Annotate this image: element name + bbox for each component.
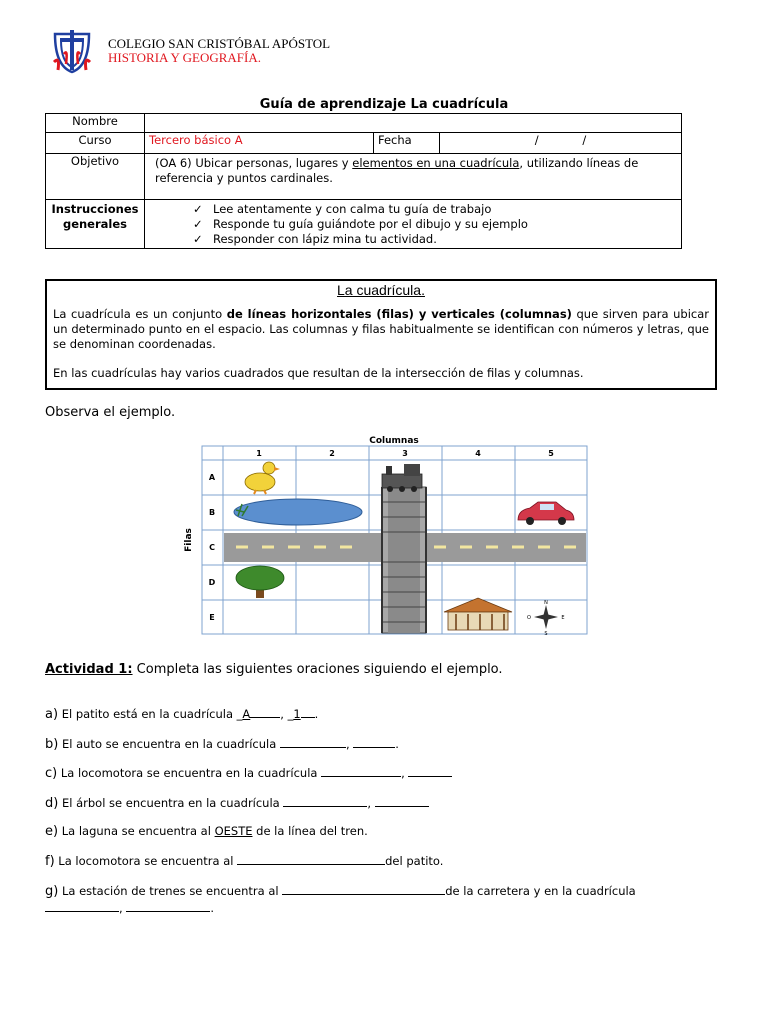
concept-paragraph-2: En las cuadrículas hay varios cuadrados que resultan de la intersección de filas y columnas. bbox=[53, 366, 584, 380]
objective-underlined: elementos en una cuadrícula bbox=[352, 156, 520, 170]
instruction-item: ✓ Responde tu guía guiándote por el dibujo y su ejemplo bbox=[193, 217, 677, 232]
question-b: b) El auto se encuentra en la cuadrícula , . bbox=[45, 737, 399, 752]
compass-west: O bbox=[527, 615, 531, 621]
objective-text: (OA 6) Ubicar personas, lugares y elementos en una cuadrícula, utilizando líneas de referencia y puntos cardinales. bbox=[145, 154, 682, 200]
observe-label: Observa el ejemplo. bbox=[45, 405, 176, 420]
date-label: Fecha bbox=[374, 133, 440, 154]
row-label: C bbox=[209, 543, 215, 552]
answer-blank[interactable] bbox=[282, 883, 445, 895]
instruction-item: ✓ Lee atentamente y con calma tu guía de trabajo bbox=[193, 202, 677, 217]
railway bbox=[382, 487, 426, 633]
question-g: g) La estación de trenes se encuentra al de la carretera y en la cuadrícula , . bbox=[45, 884, 636, 915]
school-logo bbox=[50, 26, 94, 74]
instructions-list bbox=[149, 202, 677, 247]
instructions-cell bbox=[145, 200, 682, 249]
question-d: d) El árbol se encuentra en la cuadrícula , bbox=[45, 795, 429, 811]
pond-icon bbox=[234, 499, 362, 525]
name-label: Nombre bbox=[46, 114, 145, 133]
row-label: E bbox=[209, 613, 215, 622]
column-label: 1 bbox=[256, 449, 262, 458]
row-label: B bbox=[208, 508, 216, 517]
objective-label: Objetivo bbox=[46, 154, 145, 200]
answer-blank[interactable]: 1 bbox=[293, 707, 301, 721]
concept-paragraph-1: La cuadrícula es un conjunto de líneas horizontales (filas) y verticales (columnas) que sirven para ubicar un determinado punto en el espacio. Las columnas y filas habitualmente se identifican con números y letras, que se denominan coordenadas. bbox=[53, 307, 710, 351]
underlined-direction: OESTE bbox=[214, 824, 253, 838]
rows-title: Filas bbox=[184, 528, 194, 552]
question-c: c) La locomotora se encuentra en la cuadrícula , bbox=[45, 765, 452, 781]
compass-south: S bbox=[544, 631, 548, 637]
concept-title: La cuadrícula. bbox=[337, 282, 425, 298]
answer-blank[interactable] bbox=[280, 736, 346, 748]
question-e: e) La laguna se encuentra al OESTE de la línea del tren. bbox=[45, 824, 368, 839]
guide-title: Guía de aprendizaje La cuadrícula bbox=[259, 97, 509, 112]
answer-blank[interactable] bbox=[353, 736, 395, 748]
school-name: COLEGIO SAN CRISTÓBAL APÓSTOL bbox=[108, 36, 331, 51]
question-f: f) La locomotora se encuentra al del patito. bbox=[45, 854, 444, 869]
course-value: Tercero básico A bbox=[145, 133, 374, 154]
column-label: 4 bbox=[475, 449, 481, 458]
answer-blank[interactable]: A bbox=[242, 707, 251, 721]
activity-instruction: Completa las siguientes oraciones siguiendo el ejemplo. bbox=[132, 662, 503, 677]
activity-label: Actividad 1: bbox=[45, 662, 133, 677]
answer-blank[interactable] bbox=[375, 795, 429, 807]
row-label: A bbox=[208, 473, 216, 482]
concept-bold: de líneas horizontales (filas) y verticales (columnas) bbox=[226, 307, 572, 321]
compass-north: N bbox=[544, 600, 548, 606]
answer-blank[interactable] bbox=[250, 706, 280, 718]
course-label: Curso bbox=[46, 133, 145, 154]
row-label: D bbox=[208, 578, 216, 587]
concept-box bbox=[45, 279, 717, 390]
compass-east: E bbox=[561, 615, 565, 621]
info-table bbox=[45, 113, 682, 249]
column-label: 2 bbox=[329, 449, 335, 458]
answer-blank[interactable] bbox=[321, 765, 401, 777]
columns-title: Columnas bbox=[369, 436, 419, 446]
instruction-item: ✓ Responder con lápiz mina tu actividad. bbox=[193, 232, 677, 247]
school-header bbox=[108, 37, 330, 65]
activity-heading bbox=[45, 662, 503, 677]
column-label: 5 bbox=[548, 449, 554, 458]
date-field[interactable]: / / bbox=[440, 133, 682, 154]
answer-blank[interactable] bbox=[301, 706, 315, 718]
answer-blank[interactable] bbox=[237, 853, 385, 865]
subject-name: HISTORIA Y GEOGRAFÍA. bbox=[108, 50, 261, 65]
answer-blank[interactable] bbox=[408, 765, 452, 777]
answer-blank[interactable] bbox=[283, 795, 367, 807]
grid-figure bbox=[178, 432, 590, 637]
column-label: 3 bbox=[402, 449, 408, 458]
instructions-label: Instrucciones generales bbox=[46, 200, 145, 249]
name-field[interactable] bbox=[145, 114, 682, 133]
answer-blank[interactable] bbox=[126, 900, 210, 912]
question-a: a) El patito está en la cuadrícula _A , _1 . bbox=[45, 707, 319, 722]
answer-blank[interactable] bbox=[45, 900, 119, 912]
